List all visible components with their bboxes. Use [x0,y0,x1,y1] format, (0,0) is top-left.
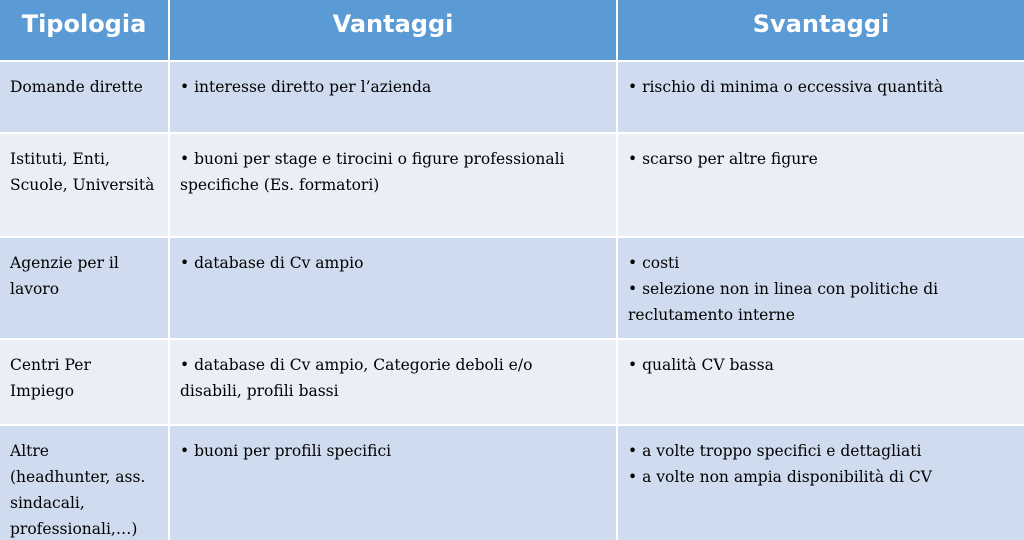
header-svantaggi: Svantaggi [616,0,1024,60]
svantaggi-cell [616,426,1024,540]
tipologia-text: Agenzie per il lavoro [10,254,119,298]
svantaggi-cell [616,238,1024,338]
table-row [0,338,1024,424]
vantaggi-bullet: • database di Cv ampio, Categorie deboli e/o disabili, profili bassi [180,356,533,400]
tipologia-cell [0,340,168,424]
vantaggi-bullet: • database di Cv ampio [180,254,364,272]
svantaggi-bullet: • costi [628,254,680,272]
tipologia-cell [0,134,168,236]
svantaggi-bullet: • scarso per altre figure [628,150,818,168]
tipologia-cell [0,426,168,540]
vantaggi-cell [168,340,616,424]
svantaggi-bullet: • a volte non ampia disponibilità di CV [628,468,932,486]
svantaggi-bullet: • rischio di minima o eccessiva quantità [628,78,944,96]
tipologia-text: Domande dirette [10,78,143,96]
header-vantaggi: Vantaggi [168,0,616,60]
vantaggi-bullet: • buoni per profili specifici [180,442,392,460]
header-tipologia: Tipologia [0,0,168,60]
svantaggi-cell [616,340,1024,424]
tipologia-cell [0,62,168,132]
tipologia-cell [0,238,168,338]
table-header-row [0,0,1024,60]
svantaggi-bullet: • qualità CV bassa [628,356,774,374]
vantaggi-bullet: • interesse diretto per l’azienda [180,78,432,96]
vantaggi-cell [168,238,616,338]
vantaggi-cell [168,426,616,540]
table-row [0,132,1024,236]
table-row [0,236,1024,338]
vantaggi-cell [168,62,616,132]
table-row [0,424,1024,540]
tipologia-text: Altre (headhunter, ass. sindacali, professionali,…) [10,442,146,538]
tipologia-text: Istituti, Enti, Scuole, Università [10,150,155,194]
svantaggi-cell [616,62,1024,132]
tipologia-text: Centri Per Impiego [10,356,91,400]
vantaggi-cell [168,134,616,236]
svantaggi-bullet: • a volte troppo specifici e dettagliati [628,442,922,460]
vantaggi-bullet: • buoni per stage e tirocini o figure professionali specifiche (Es. formatori) [180,150,565,194]
svantaggi-bullet: • selezione non in linea con politiche di reclutamento interne [628,280,939,324]
table-row [0,60,1024,132]
svantaggi-cell [616,134,1024,236]
